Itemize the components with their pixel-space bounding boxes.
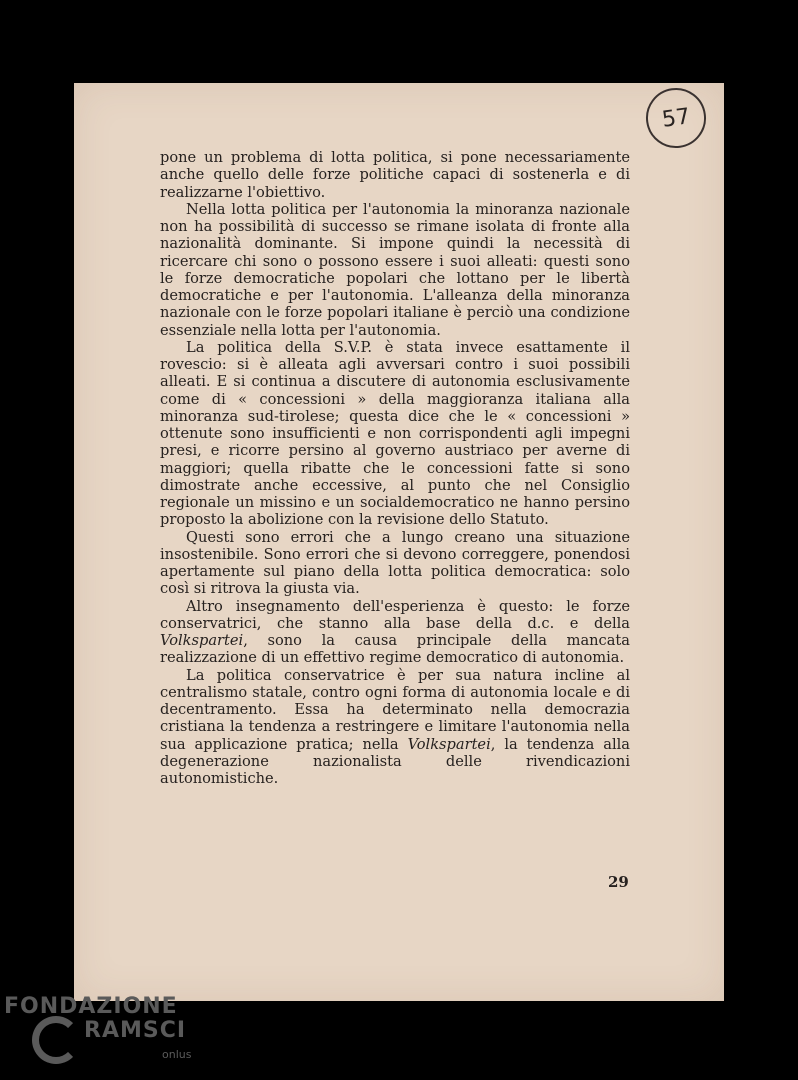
logo-line2: RAMSCI — [84, 1018, 187, 1043]
body-text — [160, 149, 630, 787]
paragraph-2: Nella lotta politica per l'autonomia la minoranza nazionale non ha possibilità di successo se rimane isolata di fronte alla nazionalità dominante. Si impone quindi la necessità di ricercare chi sono o possono essere i suoi alleati: questi sono le forze democratiche popolari che lottano per le libertà democratiche e per l'autonomia. L'alleanza della minoranza nazionale con le forze popolari italiane è perciò una condizione essenziale nella lotta per l'autonomia. — [160, 200, 630, 339]
paragraph-4: Questi sono errori che a lungo creano una situazione insostenibile. Sono errori che si devono correggere, ponendosi apertamente sul piano della lotta politica democratica: solo così si ritrova la giusta via. — [160, 528, 630, 598]
paragraph-1: pone un problema di lotta politica, si pone necessariamente anche quello delle forze politiche capaci di sostenerla e di realizzarne l'obiettivo. — [160, 149, 630, 201]
document-page — [74, 83, 724, 1001]
logo-line1: FONDAZIONE — [4, 994, 178, 1019]
archive-number-stamp: 57 — [642, 84, 710, 152]
logo-suffix: onlus — [162, 1048, 192, 1061]
page-number: 29 — [608, 873, 629, 891]
paragraph-3: La politica della S.V.P. è stata invece esattamente il rovescio: si è alleata agli avversari contro i suoi possibili alleati. E si continua a discutere di autonomia esclusivamente come di « concessioni » della maggioranza italiana alla minoranza sud-tirolese; questa dice che le « concessioni » ottenute sono insufficienti e non corrispondenti agli impegni presi, e ricorre persino al governo austriaco per averne di maggiori; quella ribatte che le concessioni fatte si sono dimostrate anche eccessive, al punto che nel Consiglio regionale un missino e un socialdemocratico ne hanno persino proposto la abolizione con la revisione dello Statuto. — [160, 338, 630, 529]
paragraph-6: La politica conservatrice è per sua natura incline al centralismo statale, contro ogni forma di autonomia locale e di decentramento. Essa ha determinato nella democrazia cristiana la tendenza a restringere e limitare l'autonomia nella sua applicazione pratica; nella Volkspartei, la tendenza alla degenerazione nazionalista delle rivendicazioni autonomistiche. — [160, 666, 630, 787]
paragraph-5: Altro insegnamento dell'esperienza è questo: le forze conservatrici, che stanno alla base della d.c. e della Volkspartei, sono la causa principale della mancata realizzazione di un effettivo regime democratico di autonomia. — [160, 597, 630, 667]
fondazione-gramsci-logo — [4, 994, 204, 1074]
logo-g-icon — [32, 1016, 80, 1064]
